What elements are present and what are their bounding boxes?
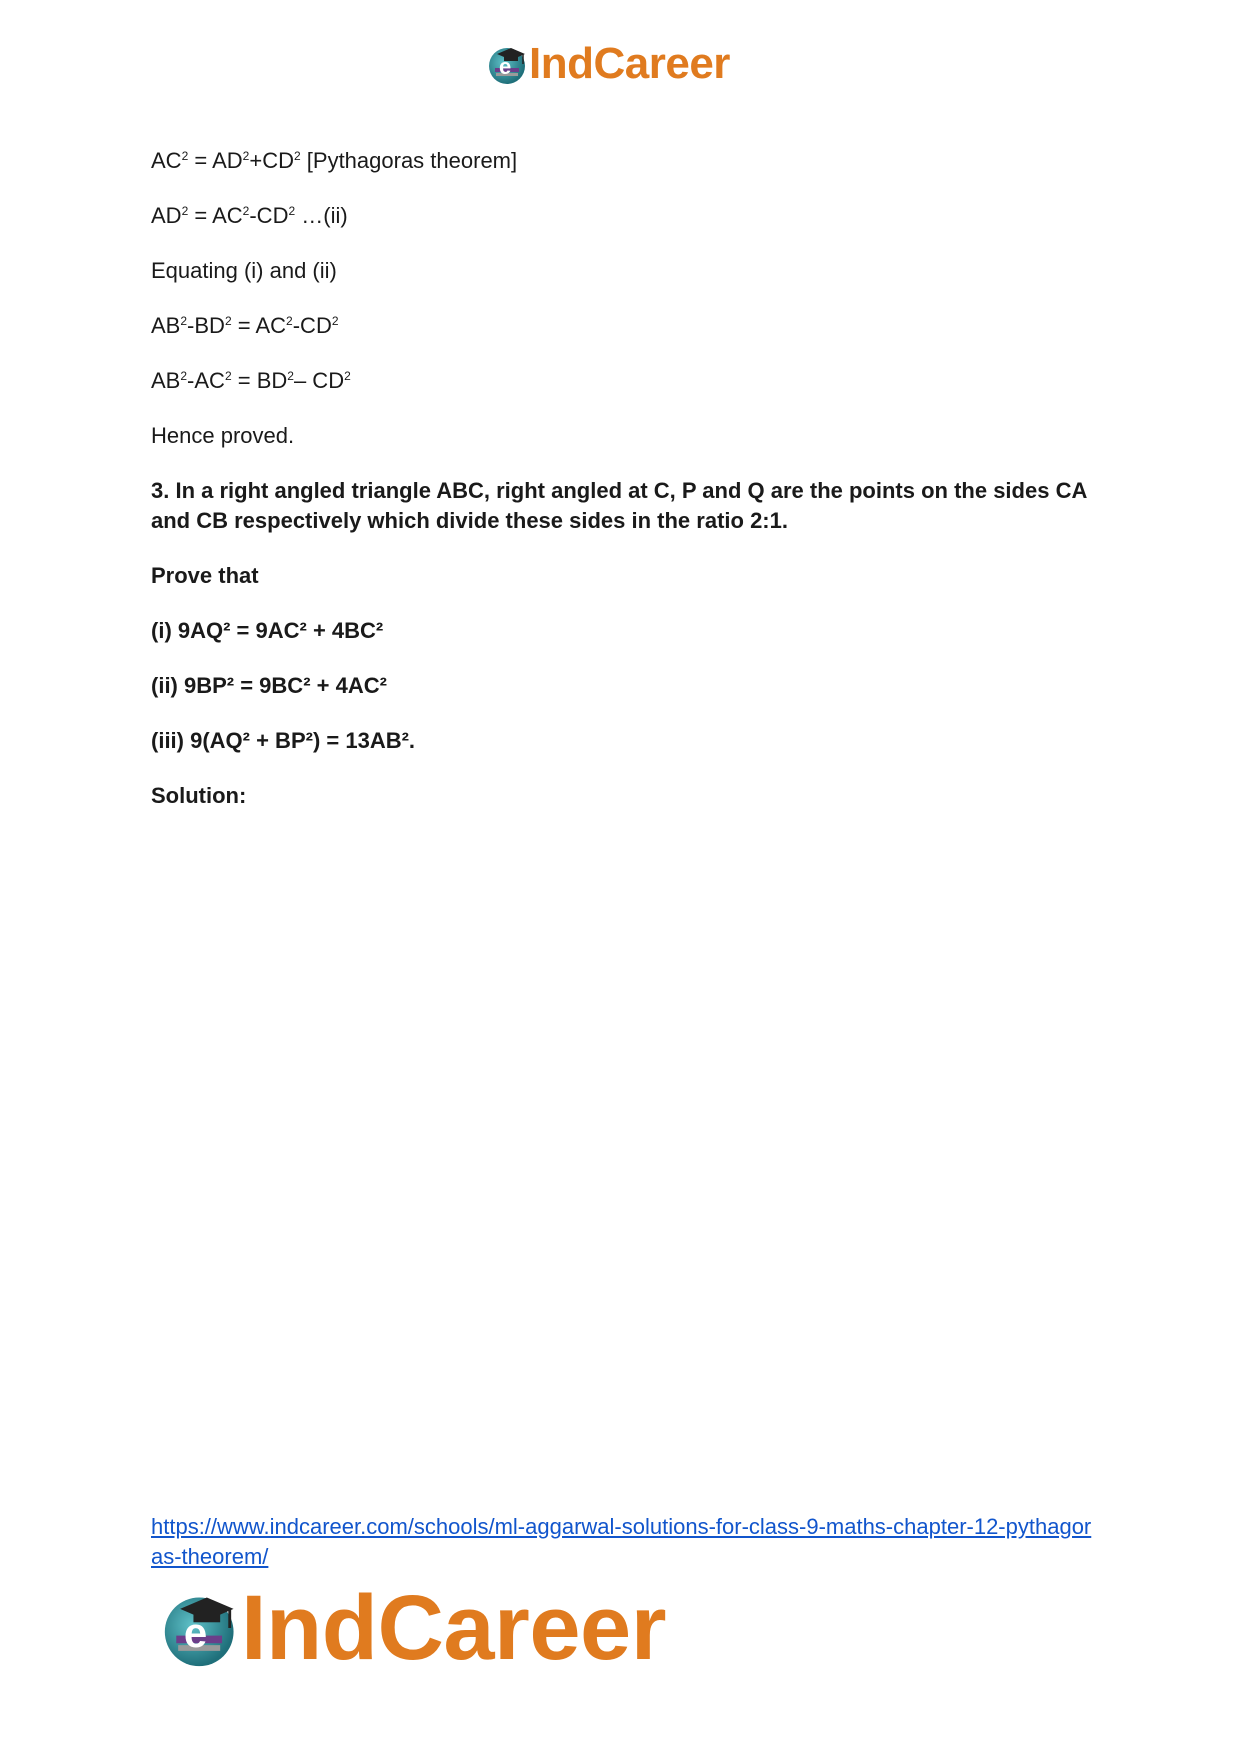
proof-item: (ii) 9BP² = 9BC² + 4AC² <box>151 673 387 698</box>
text-line: Hence proved. <box>151 423 295 448</box>
svg-text:e: e <box>183 1609 208 1657</box>
proof-item: (i) 9AQ² = 9AC² + 4BC² <box>151 618 384 643</box>
prove-label: Prove that <box>151 563 259 588</box>
logo-wordmark: IndCareer <box>241 1577 666 1679</box>
equation-line: $AC^2 = AD^2+CD^2$ [Pythagoras theorem] <box>151 148 518 173</box>
equation-line: $AB^2-AC^2 = BD^2-$ $CD^2$ <box>151 368 351 393</box>
logo-wordmark: IndCareer <box>529 39 730 88</box>
page-content <box>151 146 1101 836</box>
svg-text:e: e <box>499 54 512 79</box>
graduation-cap-globe-icon <box>487 42 531 86</box>
text-line: Equating (i) and (ii) <box>151 258 337 283</box>
header-logo <box>487 39 730 88</box>
question-heading: 3. In a right angled triangle ABC, right angled at C, P and Q are the points on the sides CA and CB respectively which divide these sides in the ratio 2:1. <box>151 478 1087 533</box>
equation-line: $AB^2-BD^2 = AC^2-CD^2$ <box>151 313 339 338</box>
equation-line: $AD^2 = AC^2-CD^2$ …(ii) <box>151 203 348 228</box>
graduation-cap-globe-icon <box>161 1586 245 1670</box>
footer-logo <box>161 1577 666 1679</box>
proof-item: (iii) 9(AQ² + BP²) = 13AB². <box>151 728 416 753</box>
solution-label: Solution: <box>151 783 247 808</box>
source-link[interactable]: https://www.indcareer.com/schools/ml-aggarwal-solutions-for-class-9-maths-chapter-12-pythagoras-theorem/ <box>151 1514 1092 1569</box>
